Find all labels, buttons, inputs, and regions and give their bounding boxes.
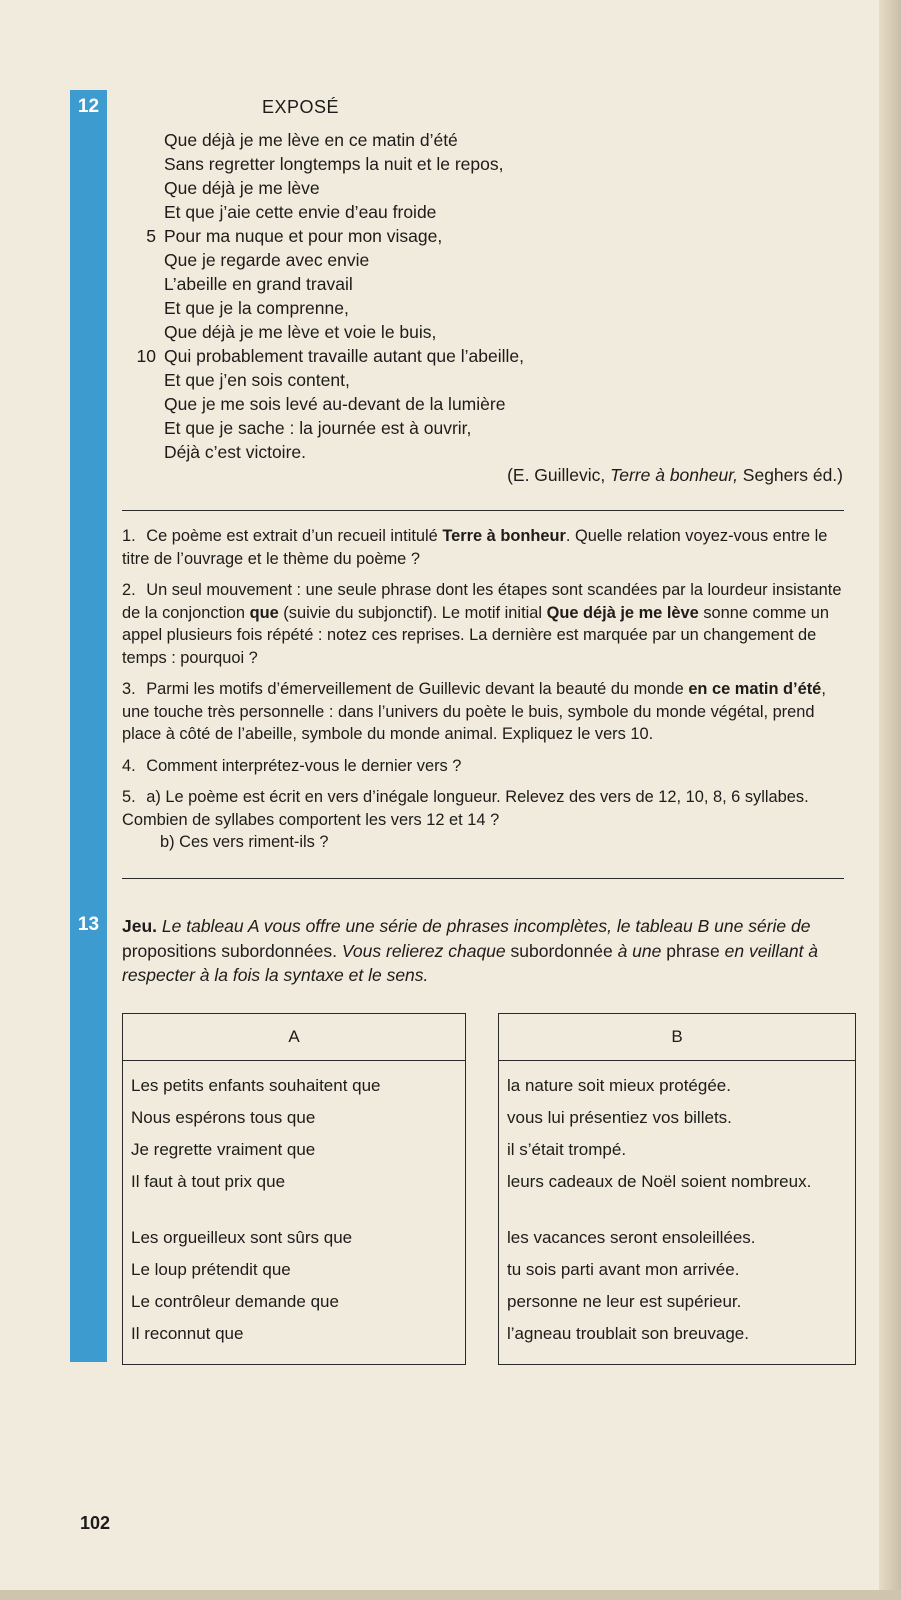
question-emphasis: en ce matin d’été <box>688 680 822 698</box>
question-number: 4. <box>122 756 136 775</box>
instruction-text: Vous relierez chaque <box>341 940 506 961</box>
question-number: 1. <box>122 527 136 545</box>
poem-line-text: Sans regretter longtemps la nuit et le repos, <box>164 154 504 174</box>
poem <box>128 128 858 464</box>
divider-top <box>122 510 844 511</box>
table-b-row: la nature soit mieux protégée. <box>507 1076 731 1095</box>
poem-line-text: Pour ma nuque et pour mon visage, <box>164 226 443 246</box>
instruction-text: à une <box>617 940 662 961</box>
poem-line-number: 10 <box>136 346 156 366</box>
table-b-row: il s’était trompé. <box>507 1140 627 1159</box>
question-3 <box>122 678 850 746</box>
exercise-13-number: 13 <box>77 914 100 935</box>
table-b <box>498 1013 856 1365</box>
poem-line <box>128 152 858 176</box>
exercise-13-margin-bar <box>70 912 107 1362</box>
question-text: Comment interprétez-vous le dernier vers ? <box>146 756 462 775</box>
question-text: (suivie du subjonctif). Le motif initial <box>283 603 543 622</box>
poem-line <box>128 392 858 416</box>
poem-line-text: Que déjà je me lève en ce matin d’été <box>164 130 458 150</box>
table-b-row: tu sois parti avant mon arrivée. <box>507 1260 740 1279</box>
table-a-row: Nous espérons tous que <box>131 1108 316 1127</box>
poem-line <box>128 272 858 296</box>
exercise-13-instruction <box>122 914 857 988</box>
poem-line-number: 5 <box>146 226 156 246</box>
question-text: , une touche très personnelle : dans l’univers du poète le buis, symbole du monde végétal, prend place à côté de l’abeille, symbole du monde animal. Expliquez le vers 10. <box>122 680 826 743</box>
poem-line <box>128 440 858 464</box>
question-text: sonne comme un appel plusieurs fois répété : notez ces reprises. La dernière est marquée par un changement de temps : pourquoi ? <box>122 603 830 667</box>
divider-bottom <box>122 878 844 879</box>
exercise-12-number: 12 <box>77 96 100 117</box>
poem-line <box>128 368 858 392</box>
poem-line <box>128 296 858 320</box>
table-b-row: leurs cadeaux de Noël soient nombreux. <box>507 1172 812 1191</box>
instruction-text: phrase <box>666 940 720 961</box>
table-b-row: vous lui présentiez vos billets. <box>507 1108 732 1127</box>
citation-publisher: Seghers éd.) <box>737 465 843 485</box>
table-a <box>122 1013 466 1365</box>
exercise-12-margin-bar <box>70 90 107 916</box>
poem-line-text: Déjà c’est victoire. <box>164 442 306 462</box>
citation-author: (E. Guillevic, <box>507 465 611 485</box>
poem-line-text: Et que je la comprenne, <box>164 298 349 318</box>
poem-line-text: Que je regarde avec envie <box>164 250 370 270</box>
poem-line <box>128 320 858 344</box>
citation-book-title: Terre à bonheur, <box>610 465 738 485</box>
poem-line-text: Que déjà je me lève et voie le buis, <box>164 322 437 342</box>
poem-line-text: Qui probablement travaille autant que l’abeille, <box>164 346 524 366</box>
table-a-row: Je regrette vraiment que <box>131 1140 316 1159</box>
instruction-text: Le tableau A vous offre une série de phrases incomplètes, le tableau B une série de <box>161 916 811 936</box>
table-b-row: l’agneau troublait son breuvage. <box>507 1324 749 1343</box>
question-4 <box>122 755 850 778</box>
questions <box>122 525 850 854</box>
poem-line <box>128 416 858 440</box>
question-number: 3. <box>122 680 136 698</box>
page-number: 102 <box>80 1513 111 1533</box>
table-a-row: Il reconnut que <box>131 1324 244 1343</box>
table-b-header: B <box>499 1014 855 1061</box>
poem-line-text: Que déjà je me lève <box>164 178 320 198</box>
question-number: 2. <box>122 581 136 599</box>
poem-line <box>128 224 858 248</box>
page-bottom-edge <box>0 1590 901 1600</box>
poem-line-text: L’abeille en grand travail <box>164 274 353 294</box>
question-text: . Quelle relation voyez-vous entre le titre de l’ouvrage et le thème du poème ? <box>122 527 828 568</box>
poem-line <box>128 248 858 272</box>
table-a-row: Les petits enfants souhaitent que <box>131 1076 381 1095</box>
poem-line <box>128 176 858 200</box>
poem-line <box>128 344 858 368</box>
table-a-row: Il faut à tout prix que <box>131 1172 286 1191</box>
question-emphasis: Que déjà je me lève <box>546 603 699 622</box>
poem-citation <box>507 465 843 486</box>
question-1 <box>122 525 850 570</box>
question-5b: b) Ces vers riment-ils ? <box>160 833 329 851</box>
question-emphasis: Terre à bonheur <box>442 527 566 545</box>
table-a-header: A <box>123 1014 465 1061</box>
poem-line-text: Que je me sois levé au-devant de la lumière <box>164 394 506 414</box>
poem-line-text: Et que je sache : la journée est à ouvrir, <box>164 418 472 438</box>
question-text: Ce poème est extrait d’un recueil intitulé <box>146 527 438 545</box>
question-text: Un seul mouvement : une seule phrase dont les étapes sont scandées par la lourdeur insistante de la conjonction <box>122 581 842 622</box>
instruction-text: en veillant à respecter à la fois la syntaxe et le sens. <box>122 940 819 985</box>
exercise-12-title: EXPOSÉ <box>262 97 340 117</box>
poem-line-text: Et que j’en sois content, <box>164 370 350 390</box>
question-number: 5. <box>122 788 136 806</box>
question-5a: a) Le poème est écrit en vers d’inégale longueur. Relevez des vers de 12, 10, 8, 6 syllabes. Combien de syllabes comportent les vers 12 et 14 ? <box>122 788 809 829</box>
question-5 <box>122 786 850 854</box>
instruction-text: propositions subordonnées. <box>122 940 338 961</box>
instruction-text: subordonnée <box>510 940 613 961</box>
instruction-label: Jeu. <box>122 916 158 936</box>
poem-line-text: Et que j’aie cette envie d’eau froide <box>164 202 437 222</box>
question-emphasis: que <box>249 603 279 622</box>
table-a-row: Le loup prétendit que <box>131 1260 291 1279</box>
question-text: Parmi les motifs d’émerveillement de Guillevic devant la beauté du monde <box>146 680 684 698</box>
table-b-row: personne ne leur est supérieur. <box>507 1292 742 1311</box>
table-a-row: Les orgueilleux sont sûrs que <box>131 1228 353 1247</box>
table-b-row: les vacances seront ensoleillées. <box>507 1228 756 1247</box>
question-2 <box>122 579 850 669</box>
poem-line <box>128 128 858 152</box>
page-edge <box>879 0 901 1600</box>
table-a-row: Le contrôleur demande que <box>131 1292 339 1311</box>
poem-line <box>128 200 858 224</box>
